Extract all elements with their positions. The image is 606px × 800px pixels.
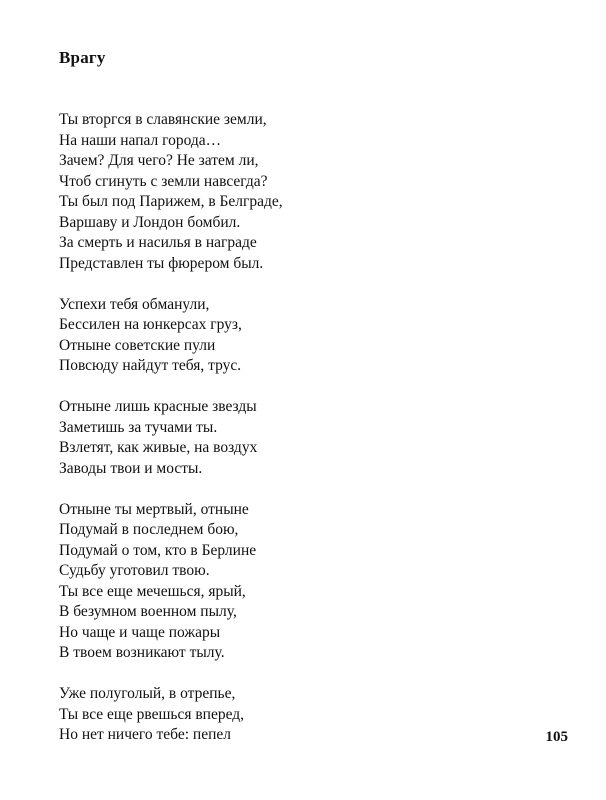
stanza-1 xyxy=(59,110,519,274)
poem-line: Заводы твои и мосты. xyxy=(59,459,203,477)
poem-line: Подумай в последнем бою, xyxy=(59,521,239,538)
poem-line: В безумном военном пылу, xyxy=(59,603,237,620)
poem-line: Отныне лишь красные звезды xyxy=(59,398,257,415)
poem-line: Но нет ничего тебе: пепел xyxy=(59,726,231,743)
poem-title: Врагу xyxy=(59,48,106,67)
poem-line: Отныне ты мертвый, отныне xyxy=(59,500,249,518)
stanza-5 xyxy=(59,684,519,746)
stanza-2 xyxy=(59,295,519,377)
poem-line: Взлетят, как живые, на воздух xyxy=(59,439,258,456)
poem-line: Повсюду найдут тебя, трус. xyxy=(59,357,242,374)
poem-line: Ты вторгся в славянские земли, xyxy=(59,111,267,128)
poem-line: Успехи тебя обманули, xyxy=(59,295,210,313)
poem-line: Уже полуголый, в отрепье, xyxy=(59,685,236,702)
poem-line: Отныне советские пули xyxy=(59,336,216,354)
poem-line: Ты все еще рвешься вперед, xyxy=(59,705,245,723)
poem-line: Ты все еще мечешься, ярый, xyxy=(59,582,246,600)
stanza-4 xyxy=(59,500,519,664)
poem-line: Бессилен на юнкерсах груз, xyxy=(59,316,242,333)
poem-line: Но чаще и чаще пожары xyxy=(59,623,221,641)
poem-line: За смерть и насилья в награде xyxy=(59,234,257,251)
poem-line: Заметишь за тучами ты. xyxy=(59,418,218,436)
poem-body xyxy=(59,110,519,766)
poem-line: Чтоб сгинуть с земли навсегда? xyxy=(59,172,268,190)
stanza-3 xyxy=(59,397,519,479)
poem-line: В твоем возникают тылу. xyxy=(59,644,225,661)
poem-line: Ты был под Парижем, в Белграде, xyxy=(59,193,283,210)
poem-line: Подумай о том, кто в Берлине xyxy=(59,541,257,559)
poem-line: Представлен ты фюрером был. xyxy=(59,254,264,272)
page-number: 105 xyxy=(545,729,568,745)
poem-line: Варшаву и Лондон бомбил. xyxy=(59,213,241,231)
poem-line: Судьбу уготовил твою. xyxy=(59,562,210,579)
poem-line: Зачем? Для чего? Не затем ли, xyxy=(59,152,259,169)
poem-line: На наши напал города… xyxy=(59,131,222,149)
